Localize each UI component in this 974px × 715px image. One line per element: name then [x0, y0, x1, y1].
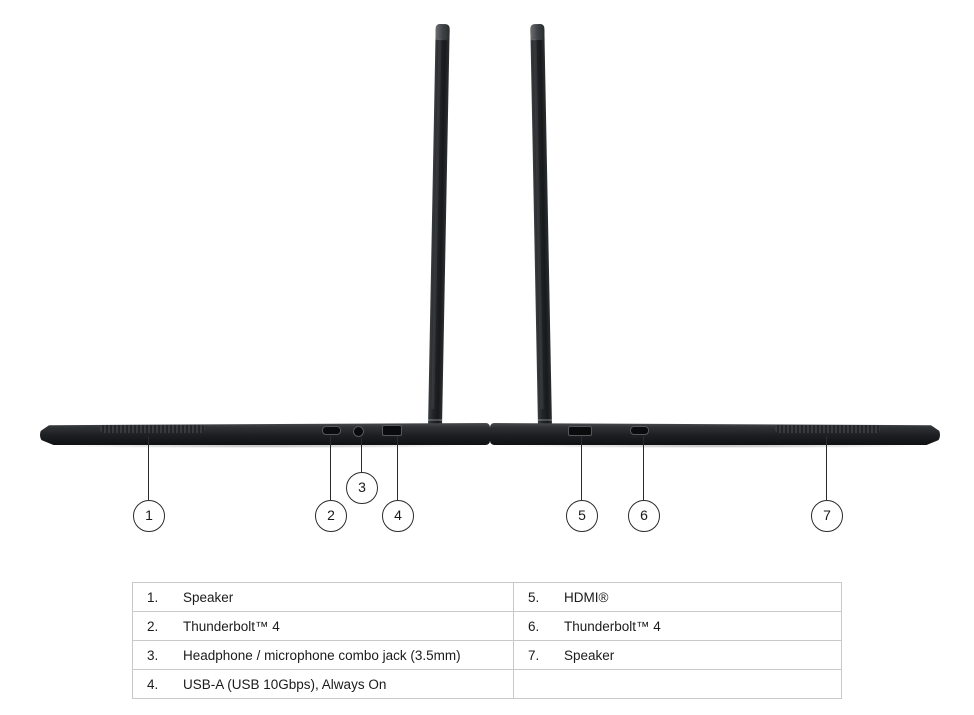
- thunderbolt-port-icon: [630, 426, 649, 435]
- leader-line-7: [826, 436, 827, 500]
- base-top-edge: [496, 419, 934, 421]
- callout-5[interactable]: 5: [566, 500, 598, 532]
- table-row: [133, 641, 842, 670]
- legend-label: Thunderbolt™ 4: [173, 612, 514, 641]
- legend-label: Headphone / microphone combo jack (3.5mm): [173, 641, 514, 670]
- laptop-base-left: [40, 419, 490, 445]
- lid-top-edge: [530, 24, 544, 40]
- right-side-view: [490, 20, 940, 445]
- speaker-grille-icon: [100, 425, 205, 433]
- laptop-lid-right: [530, 27, 552, 427]
- callout-6[interactable]: 6: [628, 500, 660, 532]
- legend-empty-cell: [514, 670, 842, 699]
- leader-line-6: [643, 436, 644, 500]
- legend-number: 3.: [133, 641, 174, 670]
- legend-number: 7.: [514, 641, 555, 670]
- headphone-jack-icon: [353, 426, 364, 437]
- callout-2[interactable]: 2: [315, 500, 347, 532]
- base-top-edge: [46, 419, 484, 421]
- legend-label: Speaker: [173, 583, 514, 612]
- lid-highlight: [534, 39, 544, 409]
- base-shadow: [502, 444, 928, 448]
- leader-line-2: [330, 436, 331, 500]
- legend-number: 2.: [133, 612, 174, 641]
- callout-1[interactable]: 1: [133, 500, 165, 532]
- table-row: [133, 612, 842, 641]
- leader-line-4: [397, 436, 398, 500]
- legend-number: 1.: [133, 583, 174, 612]
- callout-3[interactable]: 3: [346, 472, 378, 504]
- leader-line-5: [581, 436, 582, 500]
- leader-line-1: [148, 436, 149, 500]
- hdmi-port-icon: [568, 426, 592, 436]
- usb-a-port-icon: [382, 425, 402, 436]
- callout-4[interactable]: 4: [382, 500, 414, 532]
- legend-label: Thunderbolt™ 4: [554, 612, 842, 641]
- speaker-grille-icon: [775, 425, 880, 433]
- laptop-lid-left: [428, 27, 450, 427]
- legend-label: USB-A (USB 10Gbps), Always On: [173, 670, 514, 699]
- callout-7[interactable]: 7: [811, 500, 843, 532]
- left-side-view: [40, 20, 490, 445]
- laptop-base-right: [490, 419, 940, 445]
- lid-highlight: [431, 39, 441, 409]
- leader-line-3: [361, 438, 362, 472]
- legend-number: 5.: [514, 583, 555, 612]
- legend-table: [132, 582, 842, 699]
- table-row: [133, 583, 842, 612]
- legend-label: Speaker: [554, 641, 842, 670]
- lid-top-edge: [435, 24, 449, 40]
- base-shadow: [52, 444, 478, 448]
- table-row: [133, 670, 842, 699]
- legend-number: 4.: [133, 670, 174, 699]
- legend-number: 6.: [514, 612, 555, 641]
- legend-label: HDMI®: [554, 583, 842, 612]
- thunderbolt-port-icon: [322, 426, 341, 435]
